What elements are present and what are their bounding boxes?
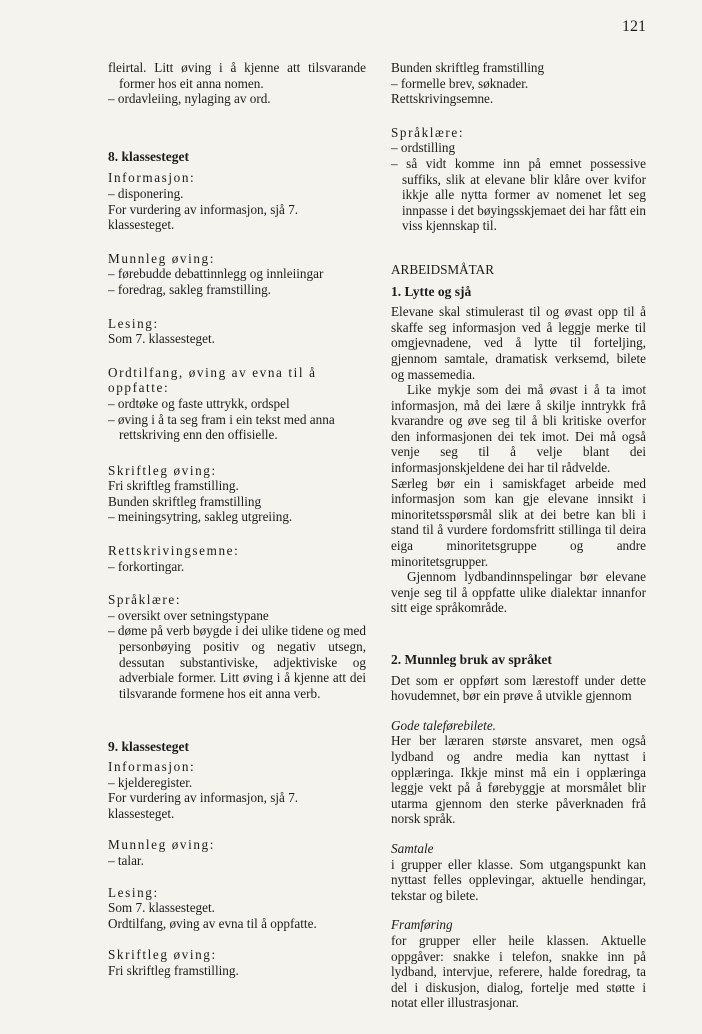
text-paragraph: fleirtal. Litt øving i å kjenne att tilsvarande former hos eit anna nomen. [108,60,366,91]
text-paragraph: – ordstilling [391,140,456,156]
text-paragraph: Her ber læraren største ansvaret, men også lydband og andre media kan nyttast i opplæringa. Ikkje minst må ein i opplæringa leggje vekt på å førebyggje at morsmålet blir utarma gjennom den sterke påverknaden frå norsk språk. [391,733,646,827]
text-paragraph: – forkortingar. [108,558,185,574]
subsection-label: Rettskrivingsemne: [108,543,240,559]
right-column [391,60,646,1011]
text-paragraph: – øving i å ta seg fram i ein tekst med anna rettskriving enn den offisielle. [108,411,335,443]
text-paragraph: Det som er oppført som lærestoff under dette hovudemnet, bør ein prøve å utvikle gjennom [391,672,646,704]
text-paragraph: Like mykje som dei må øvast i å ta imot informasjon, må dei lære å skilje inntrykk frå kvarandre og øve seg til å bli kritiske overfor den informasjonen dei tek imot. Dei må også venje seg til å velje blant dei informasjonskjeldene dei har til rådvelde. [391,382,646,476]
section-heading: 2. Munnleg bruk av språket [391,652,552,667]
text-paragraph: – meiningsytring, sakleg utgreiing. [108,509,293,525]
text-paragraph: i grupper eller klasse. Som utgangspunkt kan nyttast felles opplevingar, aktuelle hendingar, tekstar og bilete. [391,856,646,903]
text-paragraph: Som 7. klassesteget. [108,900,215,916]
left-column [108,60,366,979]
text-paragraph: Særleg bør ein i samiskfaget arbeide med informasjon som kan gje elevane innsikt i minoritetsspørsmål slik at dei betre kan bli i stand til å vurdere fordomsfritt stillinga til deira eiga minoritetsgruppe og andre minoritetsgrupper. [391,475,646,569]
text-paragraph: For vurdering av informasjon, sjå 7. klassesteget. [108,201,299,233]
text-paragraph: – ordavleiing, nylaging av ord. [108,91,271,107]
text-paragraph: Som 7. klassesteget. [108,331,215,347]
subsection-label: Munnleg øving: [108,837,216,853]
text-paragraph: Ordtilfang, øving av evna til å oppfatte. [108,915,317,931]
subsection-label: Skriftleg øving: [108,462,217,478]
text-paragraph: Gode taleførebilete. [391,717,496,733]
text-paragraph: Gjennom lydbandinnspelingar bør elevane venje seg til å oppfatte ulike dialektar innanfor sitt eige språkområde. [391,569,646,616]
text-paragraph: – foredrag, sakleg framstilling. [108,281,271,297]
text-paragraph: for grupper eller heile klassen. Aktuelle oppgåver: snakke i telefon, snakke inn på lydband, intervjue, referere, halde foredrag, ta del i diskusjon, dialog, fortelje med støtte i notat eller illustrasjonar. [391,932,646,1011]
subsection-label: Munnleg øving: [108,250,216,266]
text-paragraph: – så vidt komme inn på emnet possessive suffiks, slik at elevane blir klåre over kvifor ikkje alle nytta former av nomenet let seg innpasse i det bøyingsskjemaet dei har fått ein viss kjennskap til. [391,155,646,234]
text-paragraph: Framføring [391,917,453,933]
section-heading: 9. klassesteget [108,739,189,755]
text-paragraph: Bunden skriftleg framstilling [391,60,545,75]
subsection-label: Språklære: [391,124,465,140]
text-paragraph: – kjelderegister. [108,774,193,790]
text-paragraph: Fri skriftleg framstilling. [108,962,239,978]
page-number: 121 [622,18,646,35]
text-paragraph: – disponering. [108,185,184,201]
text-paragraph: – døme på verb bøygde i dei ulike tidene og med personbøying positiv og negativ utsegn, dessutan substantiviske, adjektiviske og adverbiale former. Litt øving i å kjenne att dei tilsvarande formene hos eit anna verb. [108,623,366,701]
section-heading: 8. klassesteget [108,148,189,164]
text-paragraph: ARBEIDSMÅTAR [391,261,494,277]
text-paragraph: – talar. [108,852,144,868]
subsection-label: Lesing: [108,315,159,331]
text-paragraph: Elevane skal stimulerast til og øvast opp til å skaffe seg informasjon ved å leggje merke til omgjevnadene, ved å lytte til forteljing, gjennom samtale, dramatisk verksemd, bilete og massemedia. [391,304,646,382]
section-heading: 1. Lytte og sjå [391,283,472,299]
subsection-label: Informasjon: [108,759,196,774]
text-paragraph: Rettskrivingsemne. [391,91,494,107]
subsection-label: Språklære: [108,592,182,608]
text-paragraph: – formelle brev, søknader. [391,75,529,91]
subsection-label: Informasjon: [108,170,196,186]
subsection-label: Ordtilfang, øving av evna til å oppfatte: [108,364,317,396]
text-paragraph: For vurdering av informasjon, sjå 7. klassesteget. [108,790,299,821]
subsection-label: Lesing: [108,884,159,900]
text-paragraph: – ordtøke og faste uttrykk, ordspel [108,395,290,411]
text-paragraph: – oversikt over setningstypane [108,607,269,623]
text-paragraph: Bunden skriftleg framstilling [108,493,262,509]
subsection-label: Skriftleg øving: [108,947,217,963]
text-paragraph: Fri skriftleg framstilling. [108,478,239,494]
text-paragraph: Samtale [391,840,434,856]
text-paragraph: – førebudde debattinnlegg og innleiingar [108,266,324,282]
